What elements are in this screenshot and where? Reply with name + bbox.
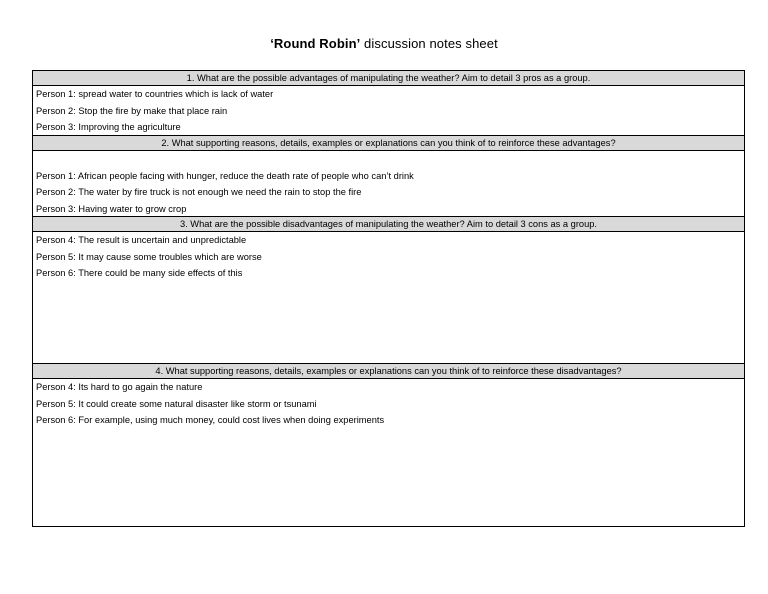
section-advantages [33,71,744,136]
blank-line[interactable] [33,151,744,168]
section-disadvantages [33,216,744,282]
answer-line[interactable]: Person 2: Stop the fire by make that place rain [36,105,228,116]
section-disadvantage-reasons [33,363,744,429]
answer-line[interactable]: Person 1: African people facing with hunger, reduce the death rate of people who can’t drink [36,170,414,181]
question-header: 3. What are the possible disadvantages of manipulating the weather? Aim to detail 3 cons as a group. [33,217,744,232]
notes-table [32,70,745,527]
answer-line[interactable]: Person 4: Its hard to go again the nature [36,382,203,392]
answer-line[interactable]: Person 3: Having water to grow crop [36,204,187,215]
answer-line[interactable]: Person 5: It could create some natural disaster like storm or tsunami [36,398,317,409]
answer-line[interactable]: Person 5: It may cause some troubles which are worse [36,251,262,262]
question-header: 4. What supporting reasons, details, examples or explanations can you think of to reinforce these disadvantages? [33,364,744,379]
answer-line[interactable]: Person 4: The result is uncertain and unpredictable [36,235,247,245]
title-rest: discussion notes sheet [360,36,498,51]
section-advantage-reasons [33,135,744,218]
page-title [0,36,768,51]
answer-line[interactable]: Person 6: There could be many side effects of this [36,268,243,279]
answer-line[interactable]: Person 1: spread water to countries which is lack of water [36,89,274,99]
answer-line[interactable]: Person 6: For example, using much money, could cost lives when doing experiments [36,415,385,426]
answer-line[interactable]: Person 3: Improving the agriculture [36,122,181,133]
title-bold: ‘Round Robin’ [270,36,361,51]
question-header: 2. What supporting reasons, details, examples or explanations can you think of to reinforce these advantages? [33,136,744,151]
answer-line[interactable]: Person 2: The water by fire truck is not enough we need the rain to stop the fire [36,187,362,198]
question-header: 1. What are the possible advantages of manipulating the weather? Aim to detail 3 pros as a group. [33,71,744,86]
